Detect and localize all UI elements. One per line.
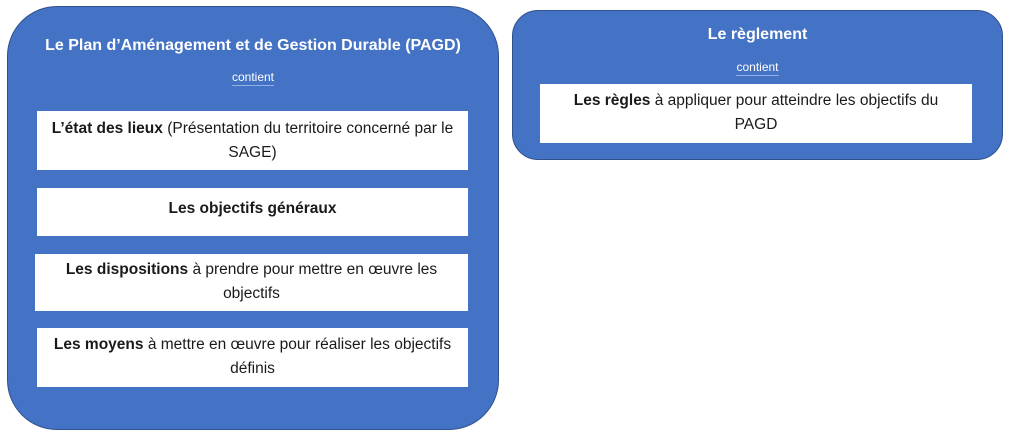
- pagd-item-moyens-bold: Les moyens: [53, 336, 144, 353]
- pagd-item-etat-des-lieux: [37, 111, 468, 170]
- pagd-item-etat-des-lieux-bold: L’état des lieux: [51, 120, 163, 137]
- pagd-item-dispositions-text: à prendre pour mettre en œuvre les objectifs: [188, 261, 438, 302]
- pagd-item-etat-des-lieux-text: (Présentation du territoire concerné par le SAGE): [162, 120, 454, 161]
- pagd-item-dispositions-bold: Les dispositions: [65, 261, 189, 278]
- reglement-item-regles: [540, 84, 972, 143]
- pagd-item-objectifs-generaux-bold: Les objectifs généraux: [168, 200, 337, 217]
- reglement-panel: [512, 10, 1003, 160]
- reglement-item-regles-bold: Les règles: [573, 92, 651, 109]
- pagd-item-moyens-text: à mettre en œuvre pour réaliser les objectifs définis: [143, 336, 452, 377]
- pagd-contains-label: contient: [231, 70, 275, 84]
- pagd-title: Le Plan d’Aménagement et de Gestion Durable (PAGD): [45, 37, 461, 54]
- pagd-item-objectifs-generaux: [37, 188, 468, 236]
- reglement-contains-label: contient: [736, 60, 779, 74]
- pagd-item-dispositions: [35, 254, 468, 311]
- pagd-panel: [7, 6, 499, 430]
- pagd-item-moyens: [37, 328, 468, 387]
- reglement-item-regles-text: à appliquer pour atteindre les objectifs du PAGD: [650, 92, 939, 133]
- reglement-title: Le règlement: [707, 26, 808, 43]
